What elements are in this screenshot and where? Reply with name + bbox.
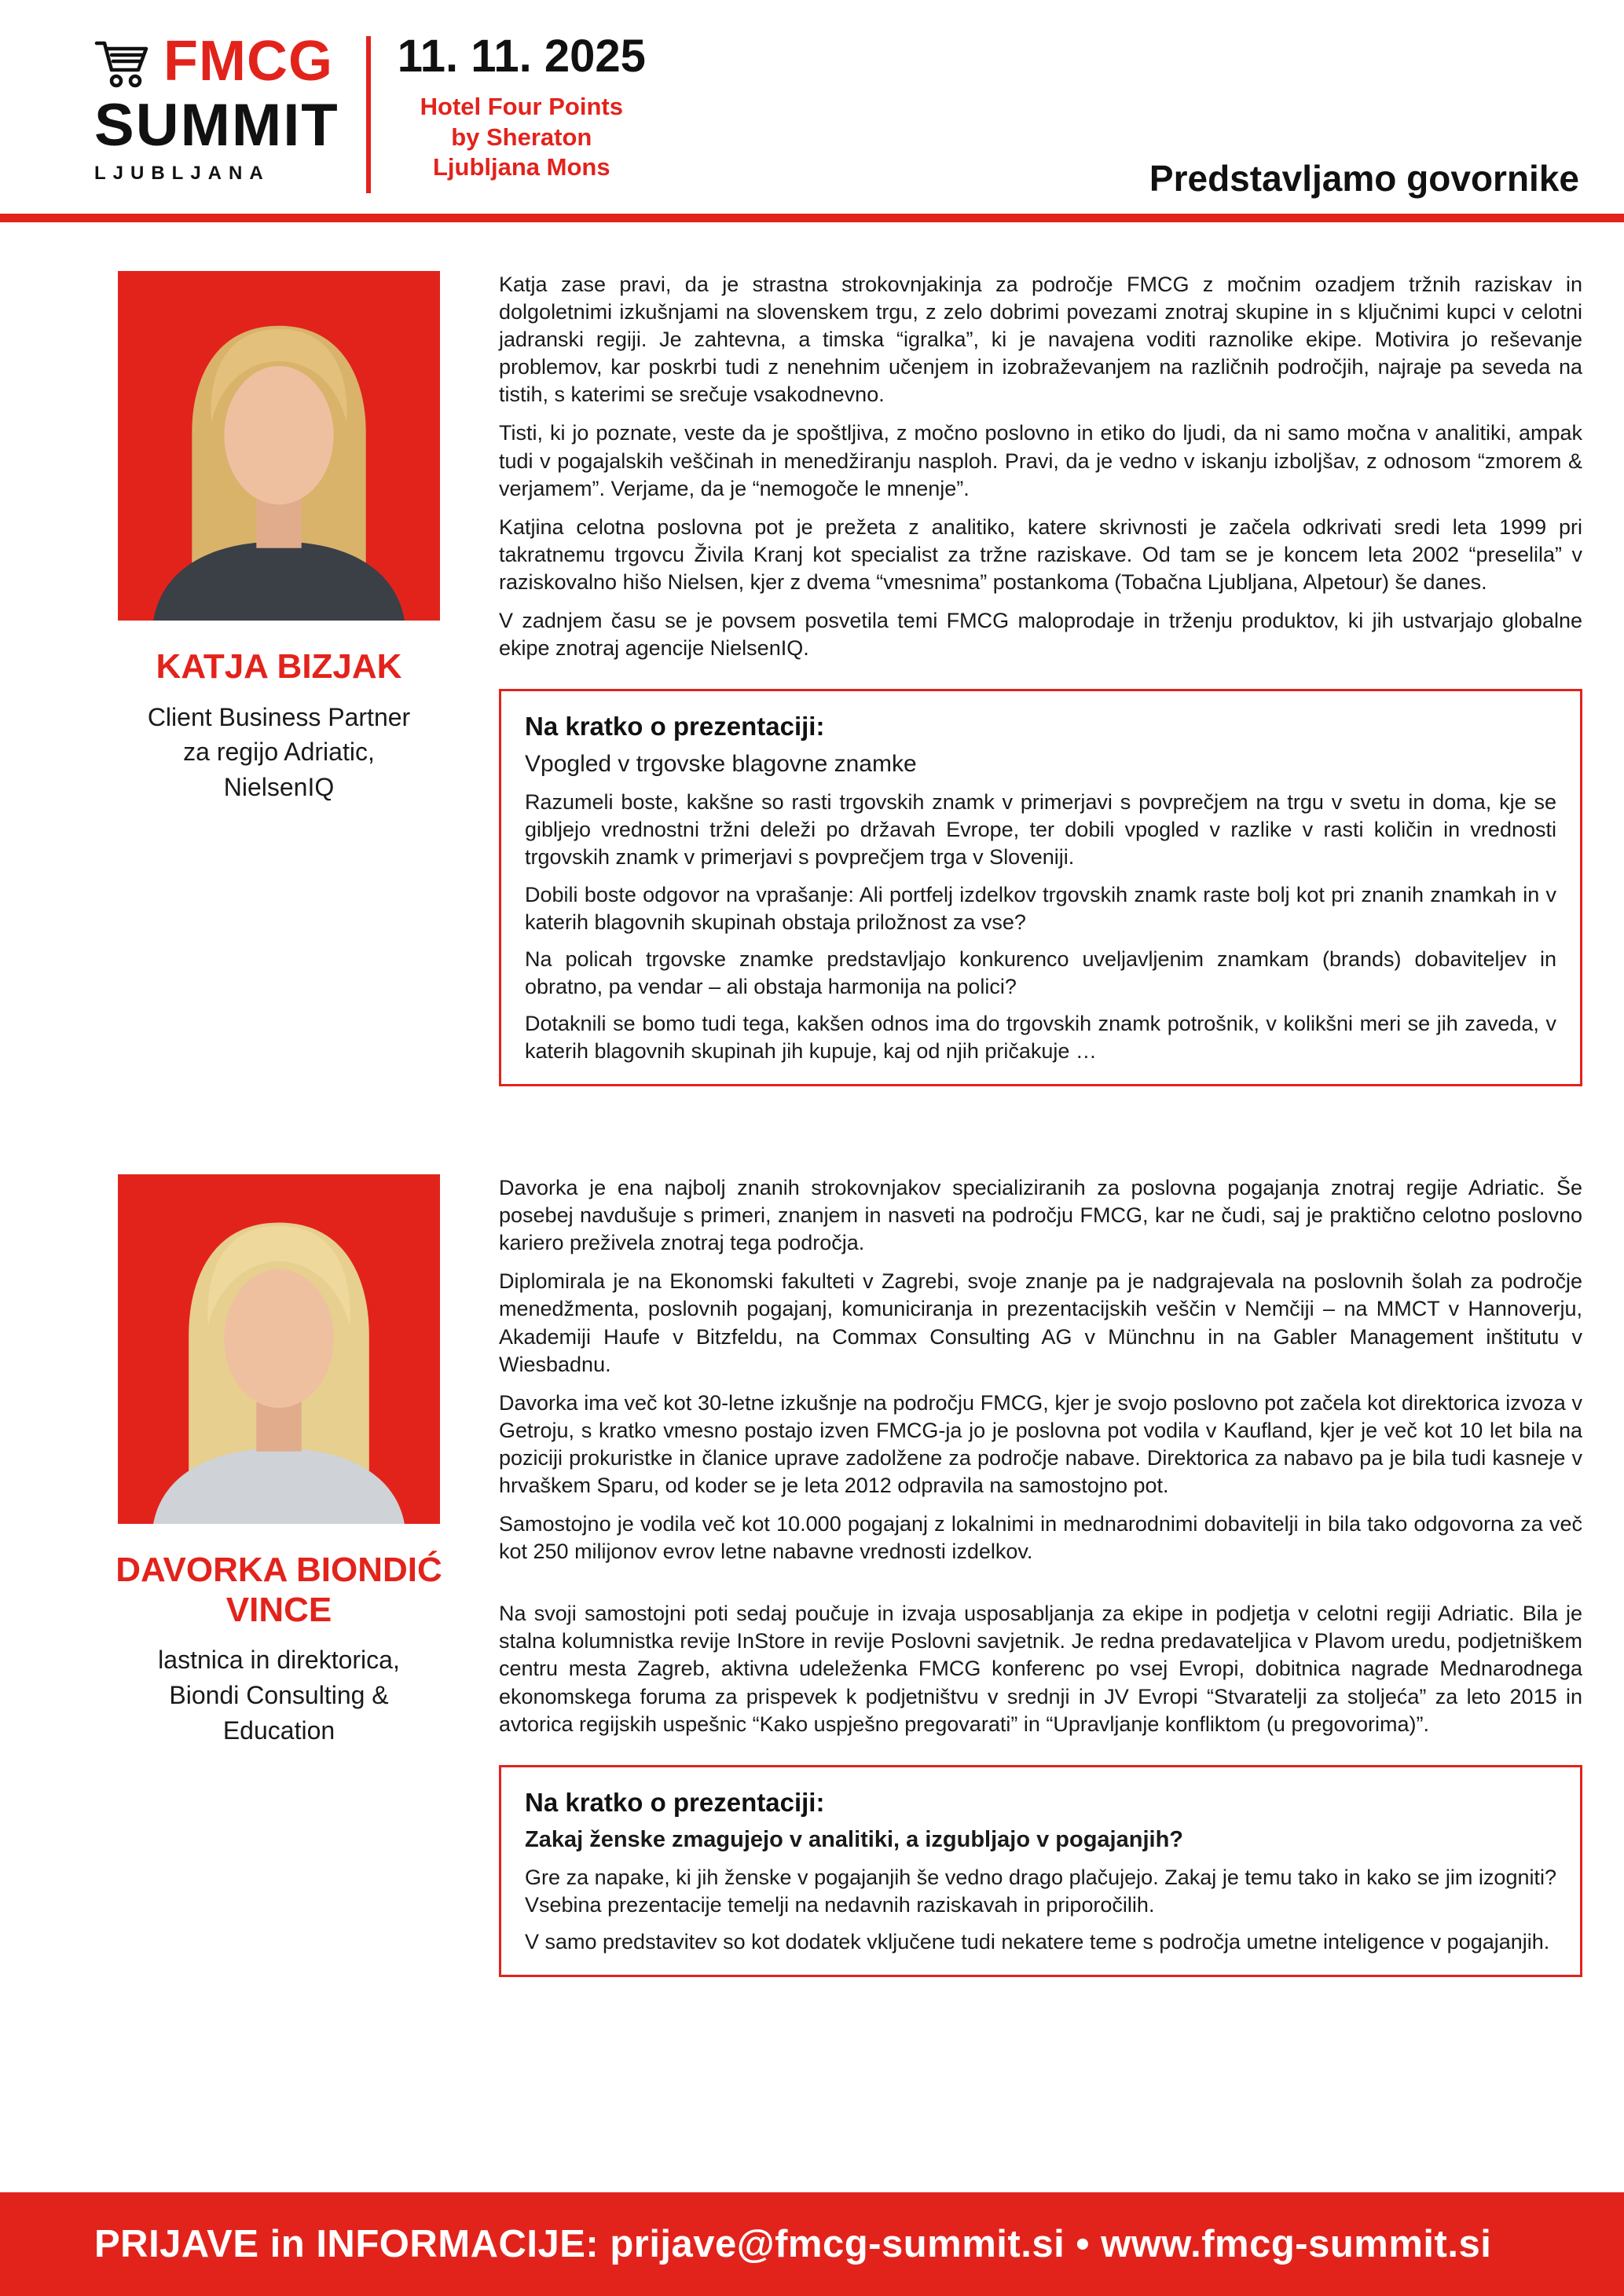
venue-line: by Sheraton [451, 123, 592, 151]
bio-paragraph: V zadnjem času se je povsem posvetila temi FMCG maloprodaje in trženju produktov, ki jih ustvarjajo globalne ekipe znotraj agencije NielsenIQ. [499, 609, 1582, 661]
speaker-role-line: Client Business Partner [147, 702, 411, 731]
logo-text-fmcg: FMCG [163, 30, 333, 93]
header-divider [366, 36, 371, 193]
logo [94, 30, 339, 185]
presentation-box [499, 689, 1582, 1086]
main-content [0, 271, 1624, 1977]
presentation-paragraph: V samo predstavitev so kot dodatek vključene tudi nekatere teme s področja umetne inteligence v pogajanjih. [525, 1929, 1550, 1954]
logo-text-summit: SUMMIT [94, 92, 339, 159]
bio-paragraph: Katja zase pravi, da je strastna strokovnjakinja za področje FMCG z močnim ozadjem tržnih raziskav in dolgoletnimi izkušnjami na slovenskem trgu, z zelo dobrimi povezami znotraj skupine in s ključnimi kupci v celotni jadranski regiji. Je zahtevna, a timska “igralka”, ki je navajena voditi raznolike ekipe. Motivira jo reševanje problemov, kar poskrbi tudi z nenehnim učenjem in izobraževanjem na različnih področjih, najraje pa seveda na tistih, s katerimi se srečuje vsakodnevno. [499, 273, 1582, 407]
bio-paragraph: Davorka ima več kot 30-letne izkušnje na področju FMCG, kjer je svojo poslovno pot začela kot direktorica izvoza v Getroju, s kratko vmesno postajo izven FMCG-ja jo je poslovna pot vodila v Kaufland, kjer je več kot 10 let bila na poziciji prokuristke in članice uprave zadolžene za področje nabave. Direktorica za nabavo pa je bila tudi kasneje v hrvaškem Sparu, od koder se je leta 2012 odpravila na samostojno pot. [499, 1390, 1582, 1497]
logo-text-city: LJUBLJANA [94, 162, 270, 184]
presentation-paragraph: Gre za napake, ki jih ženske v pogajanjih še vedno drago plačujejo. Zakaj je temu tako in kako se jim izogniti? Vsebina prezentacije temelji na nedavnih raziskavah in priporočilih. [525, 1865, 1556, 1917]
speaker-left-column [94, 1174, 464, 1977]
speaker-right-column [499, 271, 1582, 1086]
speaker-section-davorka-biondic-vince [94, 1174, 1582, 1977]
speaker-role-line: lastnica in direktorica, [158, 1646, 400, 1675]
footer [0, 2192, 1624, 2296]
page-title: Predstavljamo govornike [1149, 158, 1579, 199]
presentation-title: Zakaj ženske zmagujejo v analitiki, a izgubljajo v pogajanjih? [525, 1826, 1183, 1852]
speaker-name: KATJA BIZJAK [156, 647, 402, 686]
speaker-photo [118, 1174, 440, 1524]
bio-paragraph: Diplomirala je na Ekonomski fakulteti v Zagrebi, svoje znanje pa je nadgrajevala na poslovnih šolah za področje menedžmenta, poslovnih pogajanj, komuniciranja in prezentacijskih veščin v Nemčiji – na MMCT v Hannoverju, Akademiji Haufe v Bitzfeldu, na Commax Consulting AG v Münchnu in na Gabler Management inštitutu v Wiesbadnu. [499, 1269, 1582, 1376]
speaker-role-line: za regijo Adriatic, [183, 738, 375, 767]
bio-paragraph: Katjina celotna poslovna pot je prežeta z analitiko, katere skrivnosti je začela odkrivati sredi leta 1999 pri takratnemu trgovcu Živila Kranj kot specialist za tržne raziskave. Od tam se je koncem leta 2002 “preselila” v raziskovalno hišo Nielsen, kjer z dvema “vmesnima” postankoma (Tobačna Ljubljana, Alpetour) še danes. [499, 514, 1582, 594]
bio-paragraph: Tisti, ki jo poznate, veste da je spoštljiva, z močno poslovno in etiko do ljudi, da ni samo močna v analitiki, ampak tudi v pogajalskih veščinah in menedžiranju nasploh. Pravi, da je vedno v iskanju izboljšav, z odnosom “zmorem & verjamem”. Verjame, da je “nemogoče le mnenje”. [499, 421, 1582, 500]
bio-paragraph: Na svoji samostojni poti sedaj poučuje in izvaja usposabljanja za ekipe in podjetja v celotni regiji Adriatic. Bila je stalna kolumnistka revije InStore in revije Poslovni savjetnik. Je redna predavateljica v Plavom uredu, podjetniškem centru mesta Zagreb, aktivna udeleženka FMCG konferenc po vsej Evropi, dobitnica nagrade Mednarodnega ekonomskega foruma za prispevek k podjetništvu v srednji in JV Evropi “Stvaratelji za stoljeća” za leto 2015 in avtorica regijskih uspešnic “Kako uspješno pregovarati” in “Upravljanje konfliktom (u pregovorima)”. [499, 1602, 1582, 1736]
speaker-section-katja-bizjak [94, 271, 1582, 1086]
event-info [398, 33, 646, 183]
header [0, 0, 1624, 214]
presentation-title: Vpogled v trgovske blagovne znamke [525, 751, 917, 778]
speaker-bio [499, 1174, 1582, 1738]
speaker-role [148, 700, 410, 805]
venue-line: Hotel Four Points [420, 92, 623, 120]
bio-paragraph: Davorka je ena najbolj znanih strokovnjakov specializiranih za poslovna pogajanja znotraj regije Adriatic. Še posebej navdušuje s primeri, znanjem in nasveti na področju FMCG, kar ne čudi, saj je praktično celotno poslovno kariero preživela znotraj tega področja. [499, 1176, 1582, 1255]
presentation-paragraph: Dotaknili se bomo tudi tega, kakšen odnos ima do trgovskih znamk potrošnik, v kolikšni meri se jih zaveda, v katerih blagovnih skupinah jih kupuje, kaj od njih pričakuje … [525, 1011, 1556, 1063]
speaker-role-line: Education [222, 1716, 335, 1745]
venue-line: Ljubljana Mons [432, 153, 610, 181]
speaker-role-line: Biondi Consulting & [169, 1681, 389, 1710]
bio-paragraph: Samostojno je vodila več kot 10.000 pogajanj z lokalnimi in mednarodnimi dobavitelji in bila tako odgovorna za več kot 250 milijonov evrov letne nabavne vrednosti izdelkov. [499, 1512, 1582, 1564]
speaker-left-column [94, 271, 464, 1086]
speaker-name: DAVORKA BIONDIĆ VINCE [115, 1551, 442, 1629]
presentation-paragraph: Razumeli boste, kakšne so rasti trgovskih znamk v primerjavi s povprečjem na trgu v svetu in doma, kje se gibljejo vrednostni tržni deleži po državah Evrope, ter dobili vpogled v razlike v rasti količin in vrednosti trgovskih znamk v primerjavi s povprečjem trga v Sloveniji. [525, 790, 1556, 870]
header-rule [0, 214, 1624, 222]
speaker-role-line: NielsenIQ [223, 773, 335, 802]
speaker-right-column [499, 1174, 1582, 1977]
event-date: 11. 11. 2025 [397, 31, 646, 82]
footer-contact-text: PRIJAVE in INFORMACIJE: prijave@fmcg-summit.si • www.fmcg-summit.si [94, 2223, 1492, 2265]
presentation-paragraph: Na policah trgovske znamke predstavljajo konkurenco uveljavljenim znamkam (brands) dobaviteljev in obratno, pa vendar – ali obstaja harmonija na polici? [525, 947, 1556, 998]
presentation-paragraph: Dobili boste odgovor na vprašanje: Ali portfelj izdelkov trgovskih znamk raste bolj kot pri znanih znamkah in v katerih blagovnih skupinah obstaja priložnost za vse? [525, 882, 1556, 934]
shopping-cart-icon [94, 38, 152, 93]
speaker-role [158, 1642, 400, 1748]
speaker-photo [118, 271, 440, 621]
speaker-bio [499, 271, 1582, 662]
event-venue [420, 92, 623, 183]
presentation-box-heading: Na kratko o prezentaciji: [525, 712, 825, 742]
presentation-box [499, 1765, 1582, 1977]
presentation-box-heading: Na kratko o prezentaciji: [525, 1787, 825, 1817]
